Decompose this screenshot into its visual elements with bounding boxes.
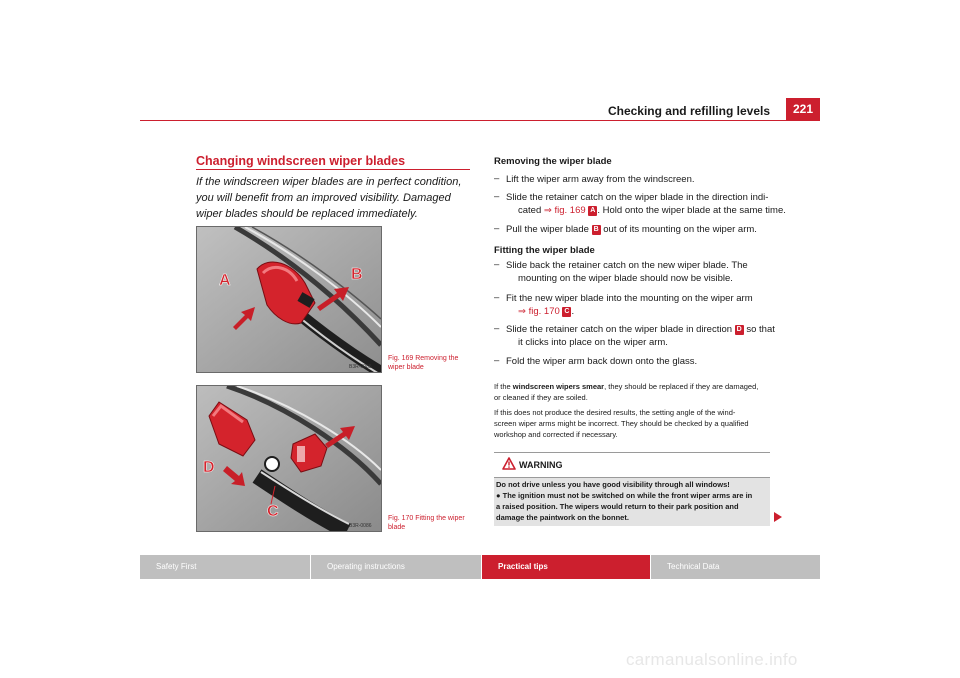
warning-bullet-line-3: damage the paintwork on the bonnet. — [496, 513, 629, 522]
figure-caption: Fig. 170 Fitting the wiper blade — [388, 515, 465, 531]
tab-safety-first[interactable]: Safety First — [140, 555, 310, 579]
fitting-step-3-line-2: it clicks into place on the wiper arm. — [518, 337, 668, 348]
text: . — [571, 306, 575, 317]
callout-badge: C — [564, 308, 570, 315]
fitting-step-3-line-1 — [506, 323, 775, 337]
fitting-step-2-line-1: Fit the new wiper blade into the mounting on the wiper arm — [506, 293, 753, 304]
list-dash: – — [494, 191, 500, 202]
header-rule — [140, 120, 820, 121]
fitting-step-1-line-2: mounting on the wiper blade should now be visible. — [518, 273, 733, 284]
figure-label: C — [267, 503, 279, 520]
removing-step-1: Lift the wiper arm away from the windscreen. — [506, 174, 695, 185]
list-dash: – — [494, 323, 500, 334]
list-dash: – — [494, 355, 500, 366]
figure-reference-link[interactable]: ⇒ fig. 170 — [518, 306, 560, 317]
bullet-icon: ● — [496, 491, 501, 500]
note-paragraph-1-line-2: or cleaned if they are soiled. — [494, 393, 588, 402]
figure-code: B3R-0086 — [349, 523, 372, 529]
fitting-step-2-line-2 — [518, 305, 574, 319]
figure-label: D — [203, 459, 215, 476]
page-number: 221 — [786, 98, 820, 120]
section-rule — [196, 169, 470, 170]
warning-bullet — [496, 491, 768, 501]
wiper-illustration-1 — [197, 227, 381, 372]
fitting-heading: Fitting the wiper blade — [494, 245, 595, 256]
figure-code: B3R-0085 — [349, 364, 372, 370]
list-dash: – — [494, 223, 500, 234]
list-dash: – — [494, 292, 500, 303]
callout-badge: B — [593, 226, 599, 233]
figure-label: B — [351, 266, 363, 283]
tab-technical-data[interactable]: Technical Data — [651, 555, 820, 579]
warning-line-1: Do not drive unless you have good visibility through all windows! — [496, 480, 730, 489]
emphasis-text: windscreen wipers smear — [512, 382, 605, 391]
removing-heading: Removing the wiper blade — [494, 156, 612, 167]
callout-badge: A — [590, 207, 596, 214]
removing-step-2-line-1: Slide the retainer catch on the wiper blade in the direction indi- — [506, 192, 769, 203]
text: . Hold onto the wiper blade at the same time. — [597, 205, 786, 216]
note-paragraph-2-line-3: workshop and corrected if necessary. — [494, 430, 618, 439]
tab-practical-tips[interactable]: Practical tips — [482, 555, 650, 579]
fitting-step-4: Fold the wiper arm back down onto the glass. — [506, 356, 698, 367]
text: so that — [746, 324, 775, 335]
fitting-step-1-line-1: Slide back the retainer catch on the new wiper blade. The — [506, 260, 748, 271]
section-heading: Changing windscreen wiper blades — [196, 154, 406, 168]
list-dash: – — [494, 173, 500, 184]
text: Slide the retainer catch on the wiper blade in direction — [506, 324, 733, 335]
text: cated — [518, 205, 542, 216]
warning-triangle-icon — [502, 457, 516, 470]
figure-fitting-wiper-blade — [196, 385, 382, 532]
figure-reference-link[interactable]: ⇒ fig. 169 — [543, 205, 586, 216]
figure-label: A — [219, 272, 231, 289]
text: If the — [494, 382, 511, 391]
section-intro: If the windscreen wiper blades are in perfect condition, you will benefit from an improved visibility. Damaged wiper blades should be replaced immediately. — [196, 176, 462, 220]
text: out of its mounting on the wiper arm. — [603, 224, 757, 235]
continue-arrow-icon — [774, 512, 782, 522]
callout-badge: D — [736, 326, 742, 333]
note-paragraph-1-line-1 — [494, 381, 774, 392]
figure-caption: Fig. 169 Removing the wiper blade — [388, 355, 459, 371]
text: Pull the wiper blade — [506, 224, 589, 235]
list-dash: – — [494, 259, 500, 270]
text: The ignition must not be switched on while the front wiper arms are in — [502, 491, 753, 500]
watermark-text: carmanualsonline.info — [626, 650, 798, 669]
removing-step-3 — [506, 223, 757, 237]
figure-removing-wiper-blade — [196, 226, 382, 373]
note-paragraph-2-line-1: If this does not produce the desired results, the setting angle of the wind- — [494, 408, 736, 417]
running-header-title: Checking and refilling levels — [607, 104, 770, 118]
text: , they should be replaced if they are damaged, — [604, 382, 759, 391]
warning-label: WARNING — [519, 460, 563, 470]
warning-bullet-line-2: a raised position. The wipers would return to their park position and — [496, 502, 739, 511]
removing-step-2-line-2 — [518, 204, 786, 218]
tab-operating-instructions[interactable]: Operating instructions — [311, 555, 481, 579]
wiper-illustration-2 — [197, 386, 381, 531]
note-paragraph-2-line-2: screen wiper arms might be incorrect. They should be checked by a qualified — [494, 419, 749, 428]
